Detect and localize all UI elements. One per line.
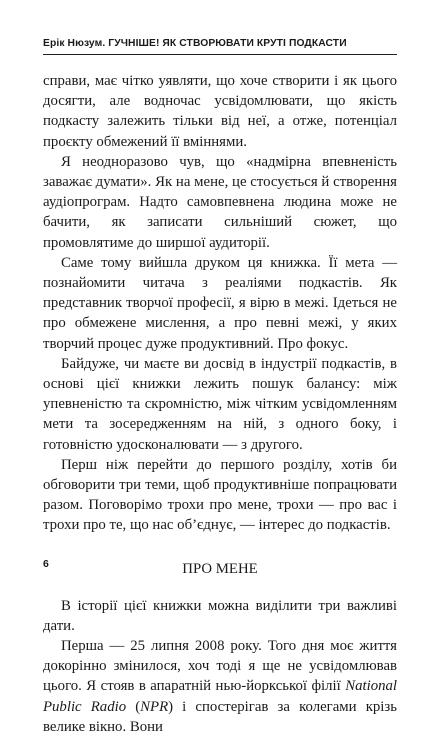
paragraph: Байдуже, чи маєте ви досвід в індустрії подкастів, в основі цієї книжки лежить пошук балансу: між упевненістю та скромністю, між чітким усвідомленням мети та зосередженням на ній, з одного боку, і готовністю удосконалювати — з другого. bbox=[43, 355, 397, 453]
paragraph: В історії цієї книжки можна виділити три важливі дати. bbox=[43, 597, 397, 634]
header-rule bbox=[43, 54, 397, 55]
paragraph: Саме тому вийшла друком ця книжка. Її мета — познайомити читача з реаліями подкастів. Як представник творчої професії, я вірю в межі. Ідеться не про обмежене мислення, а про певні межі, у яких творчий процес дуже продуктивний. Про фокус. bbox=[43, 254, 397, 352]
organization-abbreviation: NPR bbox=[140, 698, 169, 715]
paragraph: Я неодноразово чув, що «надмірна впевненість заважає думати». Як на мене, це стосується й створення аудіопрограм. Надто самовпевнена людина може не бачити, як записати сильніший сюжет, що промовлятиме до ширшої аудиторії. bbox=[43, 153, 397, 251]
paragraph bbox=[43, 636, 397, 737]
page-number: 6 bbox=[43, 558, 49, 570]
paragraph: справи, має чітко уявляти, що хоче створити і як цього досягти, але водночас усвідомлювати, що якість подкасту залежить тільки від неї, а отже, потенціал проєкту обмежений її вміннями. bbox=[43, 73, 397, 150]
running-header: Ерік Нюзум. ГУЧНІШЕ! ЯК СТВОРЮВАТИ КРУТІ ПОДКАСТИ bbox=[43, 38, 347, 49]
organization-name: National Public Radio bbox=[43, 678, 397, 715]
paragraph: Перш ніж перейти до першого розділу, хотів би обговорити три теми, щоб продуктивніше попрацювати разом. Поговорімо трохи про мене, трохи — про вас і трохи про те, що нас об’єднує, — інтерес до подкастів. bbox=[43, 456, 397, 534]
section-heading: ПРО МЕНЕ bbox=[182, 560, 258, 577]
paragraph-text: ) і спостерігав за колегами крізь велике вікно. Вони bbox=[43, 698, 397, 735]
paragraph-text: Перша — 25 липня 2008 року. Того дня моє життя докорінно змінилося, хоч тоді я ще не усвідомлював цього. Я стояв в апаратній нью-йоркської філії bbox=[43, 638, 397, 695]
paragraph-text: ( bbox=[126, 698, 141, 715]
body-text bbox=[43, 71, 397, 737]
